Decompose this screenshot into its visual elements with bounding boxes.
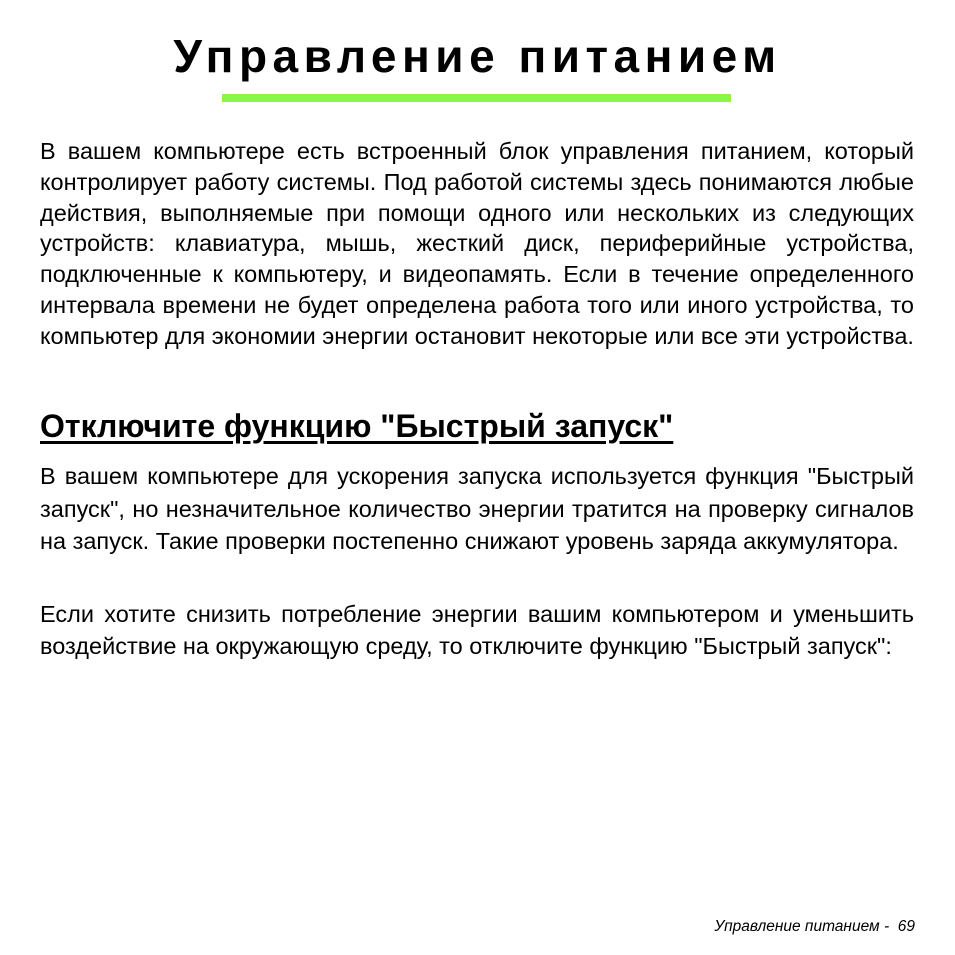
page-footer	[714, 917, 915, 937]
page-title: Управление питанием	[173, 30, 782, 82]
footer-page-number: 69	[897, 918, 915, 935]
section-paragraph-1: В вашем компьютере для ускорения запуска используется функция "Быстрый запуск", но незначительное количество энергии тратится на проверку сигналов на запуск. Такие проверки постепенно снижают уровень заряда аккумулятора.	[40, 463, 914, 554]
footer-section-name: Управление питанием -	[714, 918, 890, 935]
section-paragraph-2: Если хотите снизить потребление энергии вашим компьютером и уменьшить воздействие на окружающую среду, то отключите функцию "Быстрый запуск":	[40, 601, 914, 659]
section-heading: Отключите функцию "Быстрый запуск"	[40, 408, 674, 444]
intro-paragraph: В вашем компьютере есть встроенный блок управления питанием, который контролирует работу системы. Под работой системы здесь понимаются любые действия, выполняемые при помощи одного или нескольких из следующих устройств: клавиатура, мышь, жесткий диск, периферийные устройства, подключенные к компьютеру, и видеопамять. Если в течение определенного интервала времени не будет определена работа того или иного устройства, то компьютер для экономии энергии остановит некоторые или все эти устройства.	[40, 138, 914, 349]
title-underline-rule	[222, 94, 731, 102]
